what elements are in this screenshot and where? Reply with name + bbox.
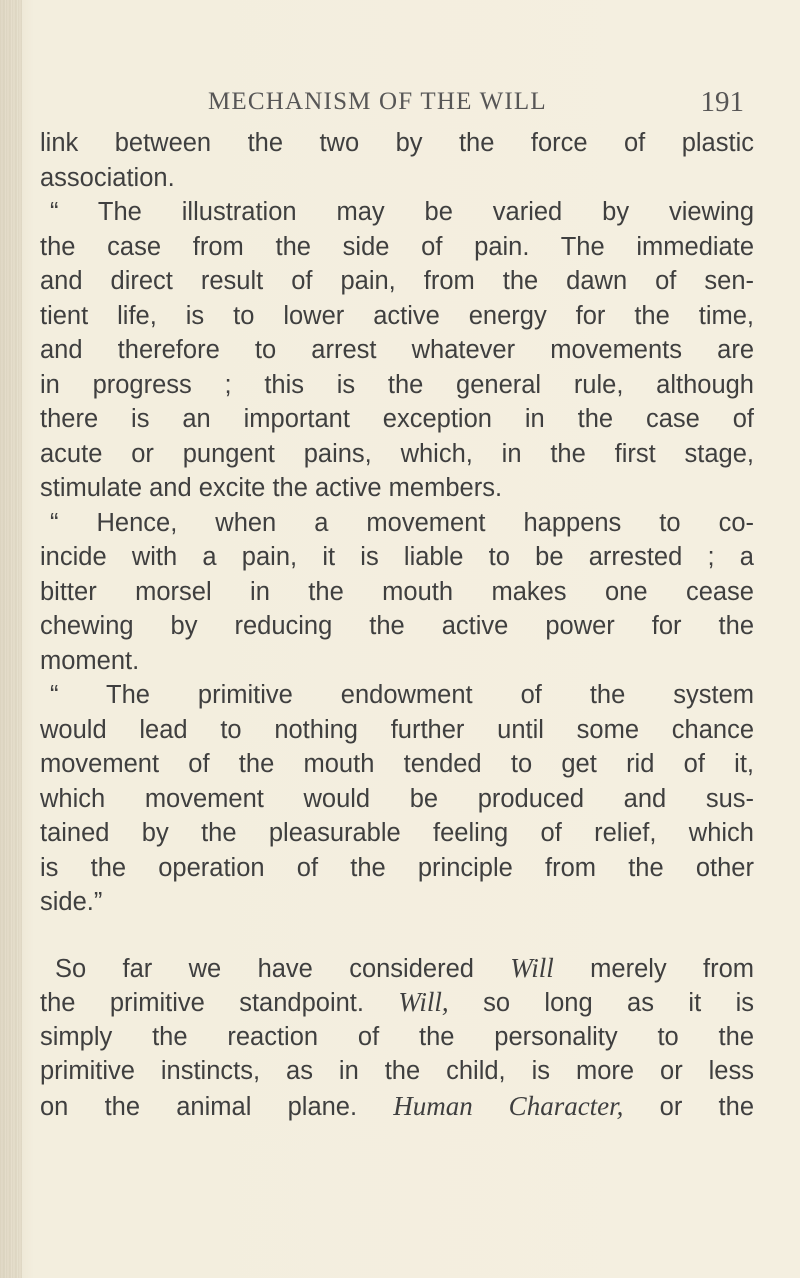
text-line: would lead to nothing further until some chance (40, 715, 754, 744)
text-line: primitive instincts, as in the child, is more or less (40, 1057, 754, 1085)
text-line: acute or pungent pains, which, in the first stage, (40, 439, 754, 468)
running-head: MECHANISM OF THE WILL (208, 88, 547, 115)
text-line: which movement would be produced and sus- (40, 784, 754, 813)
text-line: stimulate and excite the active members. (40, 474, 503, 502)
text-line: and direct result of pain, from the dawn of sen- (40, 267, 754, 295)
text-line: chewing by reducing the active power for the (40, 612, 754, 640)
text-fragment: the primitive standpoint. (40, 989, 399, 1017)
text-line: incide with a pain, it is liable to be arrested ; a (40, 543, 754, 571)
emphasis-text: Human Character, (393, 1090, 624, 1121)
text-line: simply the reaction of the personality to the (40, 1022, 754, 1051)
text-line: the case from the side of pain. The immediate (40, 232, 754, 261)
page-header (208, 88, 748, 124)
text-line: tient life, is to lower active energy for the time, (40, 301, 754, 330)
text-line: moment. (40, 646, 140, 675)
text-line (40, 951, 754, 986)
page-number: 191 (700, 86, 744, 118)
text-line: and therefore to arrest whatever movements are (40, 336, 754, 364)
text-fragment: on the animal plane. (40, 1092, 394, 1121)
text-line: side.” (40, 888, 103, 916)
text-line: “ The illustration may be varied by viewing (50, 198, 754, 226)
text-line: bitter morsel in the mouth makes one cease (40, 577, 754, 606)
text-line: tained by the pleasurable feeling of relief, which (40, 819, 754, 847)
text-line: “ The primitive endowment of the system (50, 681, 754, 709)
paragraph-spacer (40, 920, 754, 951)
text-fragment: So far we have considered (55, 954, 511, 983)
text-fragment: so long as it is (448, 989, 754, 1017)
text-line: in progress ; this is the general rule, although (40, 370, 754, 399)
paragraph-will-summary (40, 951, 754, 1124)
paragraph-primitive-endowment (40, 678, 754, 920)
text-line: is the operation of the principle from the other (40, 853, 754, 882)
text-fragment: merely from (553, 954, 755, 983)
paragraph-pain-illustration (40, 195, 754, 506)
body-text (40, 126, 754, 1123)
text-line: link between the two by the force of plastic (40, 129, 754, 157)
text-line: movement of the mouth tended to get rid of it, (40, 750, 754, 778)
text-line (40, 985, 754, 1020)
page-gutter (0, 0, 22, 1278)
text-line: “ Hence, when a movement happens to co- (50, 508, 754, 537)
paragraph-continuation (40, 126, 754, 195)
paragraph-hence (40, 506, 754, 679)
text-fragment: or the (623, 1092, 755, 1121)
emphasis-text: Will, (398, 987, 449, 1017)
text-line: association. (40, 163, 175, 192)
text-line (40, 1089, 754, 1124)
emphasis-text: Will (510, 952, 554, 983)
text-line: there is an important exception in the case of (40, 405, 754, 433)
